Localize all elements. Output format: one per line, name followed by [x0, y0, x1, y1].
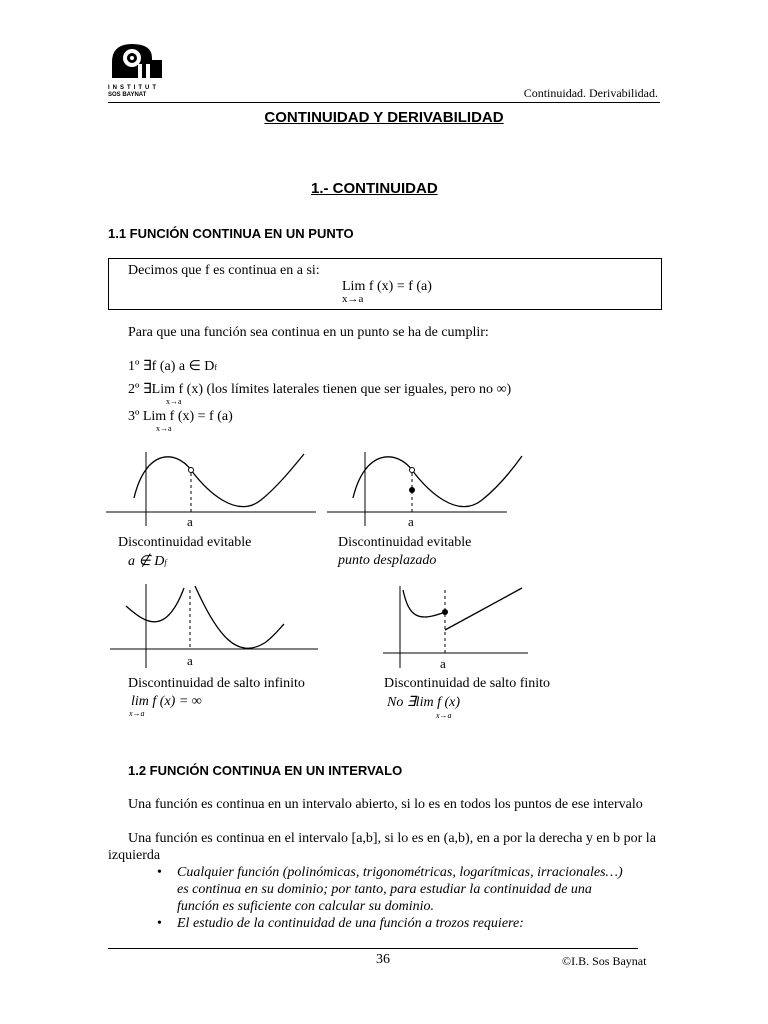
subsection-heading-1-1: 1.1 FUNCIÓN CONTINUA EN UN PUNTO: [108, 226, 354, 241]
conditions-intro: Para que una función sea continua en un punto se ha de cumplir:: [128, 325, 489, 340]
left-branch: [126, 588, 184, 622]
graph-infinite-jump: [106, 582, 321, 672]
condition-1-sub: f: [214, 363, 218, 372]
page-title: CONTINUIDAD Y DERIVABILIDAD: [264, 109, 504, 126]
paragraph-closed-interval: [108, 830, 660, 864]
graph4-caption: Discontinuidad de salto finito: [384, 676, 551, 691]
footer-copyright: ©I.B. Sos Baynat: [562, 954, 647, 968]
condition-3-sub: x→a: [156, 424, 172, 433]
subsection-heading-1-2: 1.2 FUNCIÓN CONTINUA EN UN INTERVALO: [128, 763, 403, 778]
graph1-note-text: a ∉ D: [128, 554, 165, 569]
paragraph-open-interval-text: Una función es continua en un intervalo abierto, si lo es en todos los puntos de ese intervalo: [128, 797, 643, 812]
graph4-note: No ∃lim f (x): [387, 695, 461, 710]
running-title: Continuidad. Derivabilidad.: [523, 86, 658, 100]
graph-displaced-point: [327, 440, 542, 532]
graph3-note: lim f (x) = ∞: [131, 694, 202, 709]
right-branch: [195, 586, 284, 648]
bullet-text: Cualquier función (polinómicas, trigonométricas, logarítmicas, irracionales…) es continua en su dominio; por tanto, para estudiar la continuidad de una función es suficiente con calcular su dominio.: [177, 865, 623, 914]
bullet-item: [157, 915, 627, 932]
page-number: 36: [376, 952, 390, 967]
graph-finite-jump: [383, 582, 533, 672]
school-logo: [108, 40, 164, 98]
logo-text-2: SOS BAYNAT: [108, 92, 147, 98]
graph1-note: [128, 553, 167, 570]
graph3-caption: Discontinuidad de salto infinito: [128, 676, 305, 691]
bullet-icon: •: [157, 916, 162, 931]
graph3-a-label: a: [187, 653, 193, 668]
definition-box: [108, 258, 662, 310]
section-heading-1: 1.- CONTINUIDAD: [311, 180, 438, 197]
condition-1-text: 1º ∃f (a) a ∈ D: [128, 359, 215, 374]
graph3-note-sub: x→a: [129, 709, 145, 718]
paragraph-open-interval: [108, 796, 660, 813]
left-branch: [403, 590, 445, 617]
condition-2: 2º ∃Lim f (x) (los límites laterales tienen que ser iguales, pero no ∞): [128, 382, 512, 397]
footer-rule: [108, 948, 638, 949]
graph1-caption: Discontinuidad evitable: [118, 535, 252, 550]
definition-formula: Lim f (x) = f (a): [342, 279, 432, 294]
graph4-a-label: a: [440, 656, 446, 671]
graph2-a-label: a: [408, 514, 414, 529]
bullet-icon: •: [157, 865, 162, 880]
graph1-note-sub: f: [164, 558, 167, 567]
graph4-note-sub: x→a: [436, 711, 452, 720]
hole-point: [410, 468, 415, 473]
condition-2-sub: x→a: [166, 397, 182, 406]
function-curve: [353, 456, 522, 507]
paragraph-closed-interval-text: Una función es continua en el intervalo [a,b], si lo es en (a,b), en a por la derecha y en b por la izquierda: [108, 831, 656, 863]
condition-3: 3º Lim f (x) = f (a): [128, 409, 233, 424]
graph2-note: punto desplazado: [338, 553, 437, 568]
graph-removable-hole: [106, 440, 321, 532]
function-curve: [134, 454, 304, 507]
graph1-a-label: a: [187, 514, 193, 529]
bullet-text: El estudio de la continuidad de una función a trozos requiere:: [177, 916, 524, 931]
logo-text-1: INSTITUT: [108, 85, 159, 91]
logo-emblem: [108, 40, 164, 80]
definition-intro: Decimos que f es continua en a si:: [128, 263, 320, 278]
definition-limit-var: x→a: [342, 293, 364, 305]
bullet-list: [157, 864, 627, 932]
header-rule: [108, 102, 660, 103]
graph2-caption: Discontinuidad evitable: [338, 535, 472, 550]
hole-point: [189, 468, 194, 473]
right-branch: [445, 588, 522, 630]
bullet-item: [157, 864, 627, 915]
condition-1: [128, 358, 217, 375]
